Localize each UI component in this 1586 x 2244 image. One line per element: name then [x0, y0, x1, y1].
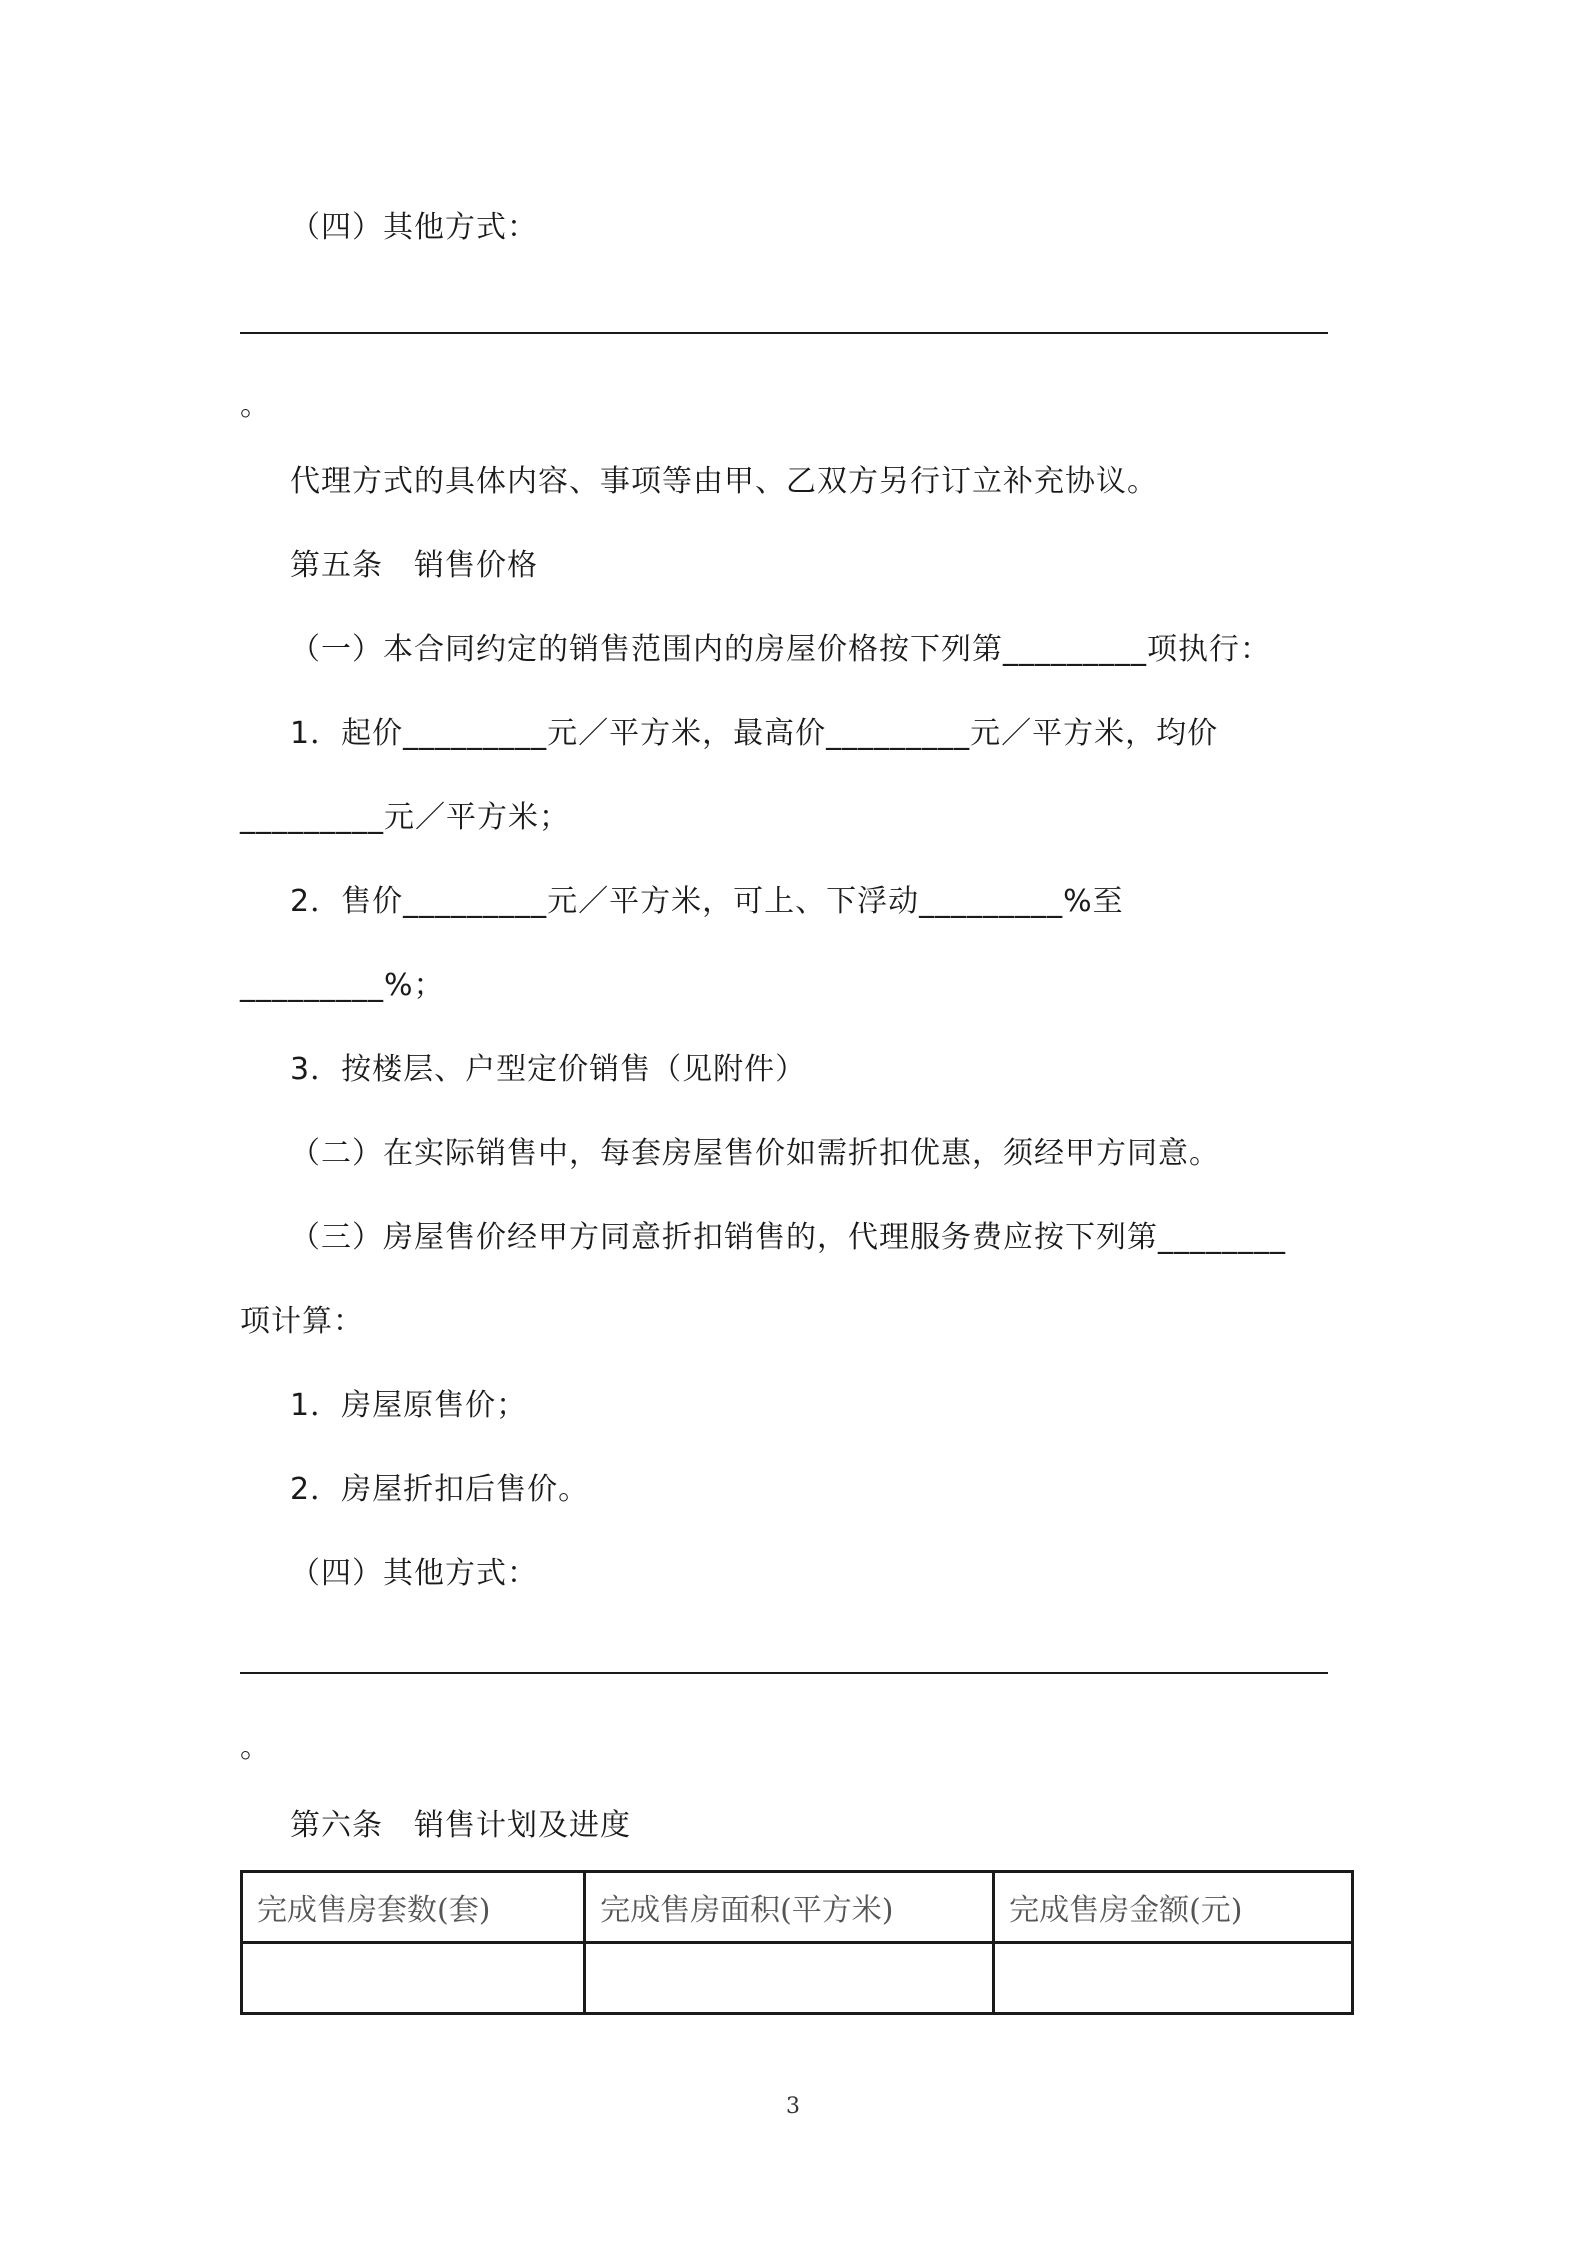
article-6-title: 第六条 销售计划及进度 [290, 1808, 631, 1843]
price-option-3: 3．按楼层、户型定价销售（见附件） [290, 1052, 807, 1087]
article-5-title: 第五条 销售价格 [290, 548, 538, 583]
cell-units-sold[interactable] [242, 1943, 585, 2014]
agency-method-note: 代理方式的具体内容、事项等由甲、乙双方另行订立补充协议。 [290, 464, 1158, 499]
table-row [242, 1943, 1353, 2014]
table-header-row [242, 1872, 1353, 1943]
price-clause-2: （二）在实际销售中，每套房屋售价如需折扣优惠，须经甲方同意。 [290, 1136, 1220, 1171]
header-units-sold: 完成售房套数(套) [242, 1872, 585, 1943]
other-method-heading-1: （四）其他方式： [290, 210, 538, 245]
header-area-sold: 完成售房面积(平方米) [585, 1872, 994, 1943]
cell-amount-sold[interactable] [994, 1943, 1353, 2014]
price-clause-3-cont: 项计算： [240, 1304, 364, 1339]
price-option-2: 2．售价_________元／平方米，可上、下浮动_________%至 [290, 884, 1124, 919]
period-mark-1: 。 [240, 388, 271, 423]
sales-plan-table [240, 1870, 1354, 2006]
blank-fill-line-1 [240, 332, 1328, 334]
header-amount-sold: 完成售房金额(元) [994, 1872, 1353, 1943]
price-option-2-cont: _________%； [240, 968, 445, 1003]
cell-area-sold[interactable] [585, 1943, 994, 2014]
price-option-1: 1．起价_________元／平方米，最高价_________元／平方米，均价 [290, 716, 1219, 751]
page-number: 3 [786, 2094, 800, 2119]
period-mark-2: 。 [240, 1730, 271, 1765]
fee-basis-option-1: 1．房屋原售价； [290, 1388, 528, 1423]
price-clause-3: （三）房屋售价经甲方同意折扣销售的，代理服务费应按下列第________ [290, 1220, 1286, 1255]
fee-basis-option-2: 2．房屋折扣后售价。 [290, 1472, 590, 1507]
price-clause-1: （一）本合同约定的销售范围内的房屋价格按下列第_________项执行： [290, 632, 1271, 667]
other-method-heading-2: （四）其他方式： [290, 1556, 538, 1591]
price-option-1-cont: _________元／平方米； [240, 800, 570, 835]
blank-fill-line-2 [240, 1672, 1328, 1674]
